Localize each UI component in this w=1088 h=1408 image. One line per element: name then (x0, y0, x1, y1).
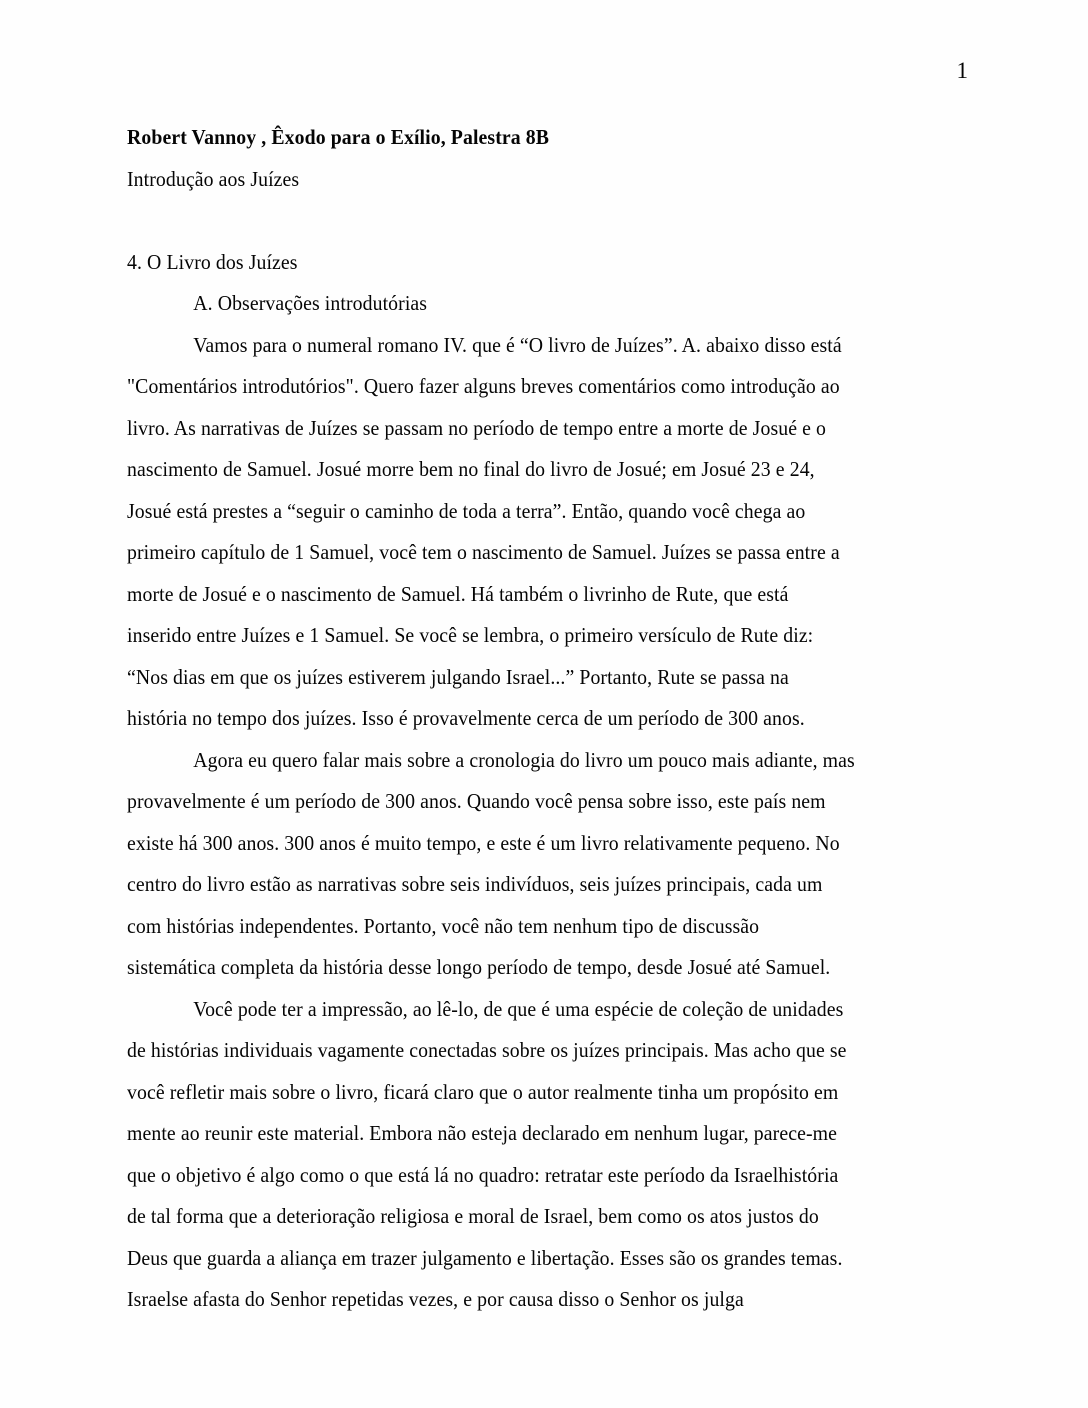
body-line: você refletir mais sobre o livro, ficará claro que o autor realmente tinha um propósito em (127, 1079, 839, 1104)
body-line: que o objetivo é algo como o que está lá no quadro: retratar este período da Israelhistória (127, 1162, 839, 1187)
body-line: de histórias individuais vagamente conectadas sobre os juízes principais. Mas acho que se (127, 1038, 847, 1062)
body-line: com histórias independentes. Portanto, você não tem nenhum tipo de discussão (127, 913, 760, 938)
body-line: morte de Josué e o nascimento de Samuel. Há também o livrinho de Rute, que está (127, 581, 789, 606)
subsection-heading: A. Observações introdutórias (193, 291, 428, 315)
document-subtitle: Introdução aos Juízes (127, 166, 300, 191)
body-line: provavelmente é um período de 300 anos. Quando você pensa sobre isso, este país nem (127, 789, 826, 813)
body-line: de tal forma que a deterioração religiosa e moral de Israel, bem como os atos justos do (127, 1204, 819, 1228)
body-line: primeiro capítulo de 1 Samuel, você tem o nascimento de Samuel. Juízes se passa entre a (127, 540, 840, 564)
blank-line (127, 200, 855, 242)
body-line: mente ao reunir este material. Embora não esteja declarado em nenhum lugar, parece-me (127, 1121, 837, 1145)
body-line: Você pode ter a impressão, ao lê-lo, de que é uma espécie de coleção de unidades (193, 996, 844, 1021)
body-line: existe há 300 anos. 300 anos é muito tempo, e este é um livro relativamente pequeno. No (127, 830, 840, 855)
section-heading: 4. O Livro dos Juízes (127, 249, 298, 274)
page-content (127, 117, 855, 1321)
body-line: Israelse afasta do Senhor repetidas vezes, e por causa disso o Senhor os julga (127, 1287, 744, 1311)
body-line: nascimento de Samuel. Josué morre bem no final do livro de Josué; em Josué 23 e 24, (127, 457, 815, 481)
body-line: inserido entre Juízes e 1 Samuel. Se você se lembra, o primeiro versículo de Rute diz: (127, 623, 814, 647)
document-title: Robert Vannoy , Êxodo para o Exílio, Palestra 8B (127, 125, 550, 149)
body-line: história no tempo dos juízes. Isso é provavelmente cerca de um período de 300 anos. (127, 706, 805, 730)
body-line: Agora eu quero falar mais sobre a cronologia do livro um pouco mais adiante, mas (193, 747, 855, 772)
body-text (127, 325, 855, 1321)
body-line: Deus que guarda a aliança em trazer julgamento e libertação. Esses são os grandes temas. (127, 1245, 843, 1270)
page-number: 1 (956, 58, 968, 83)
body-line: sistemática completa da história desse longo período de tempo, desde Josué até Samuel. (127, 955, 831, 979)
body-line: livro. As narrativas de Juízes se passam no período de tempo entre a morte de Josué e o (127, 415, 827, 440)
body-line: Josué está prestes a “seguir o caminho de toda a terra”. Então, quando você chega ao (127, 498, 806, 523)
body-line: “Nos dias em que os juízes estiverem julgando Israel...” Portanto, Rute se passa na (127, 664, 789, 689)
body-line: "Comentários introdutórios". Quero fazer alguns breves comentários como introdução ao (127, 374, 840, 398)
body-line: centro do livro estão as narrativas sobre seis indivíduos, seis juízes principais, cada um (127, 872, 823, 896)
body-line: Vamos para o numeral romano IV. que é “O livro de Juízes”. A. abaixo disso está (193, 332, 842, 357)
